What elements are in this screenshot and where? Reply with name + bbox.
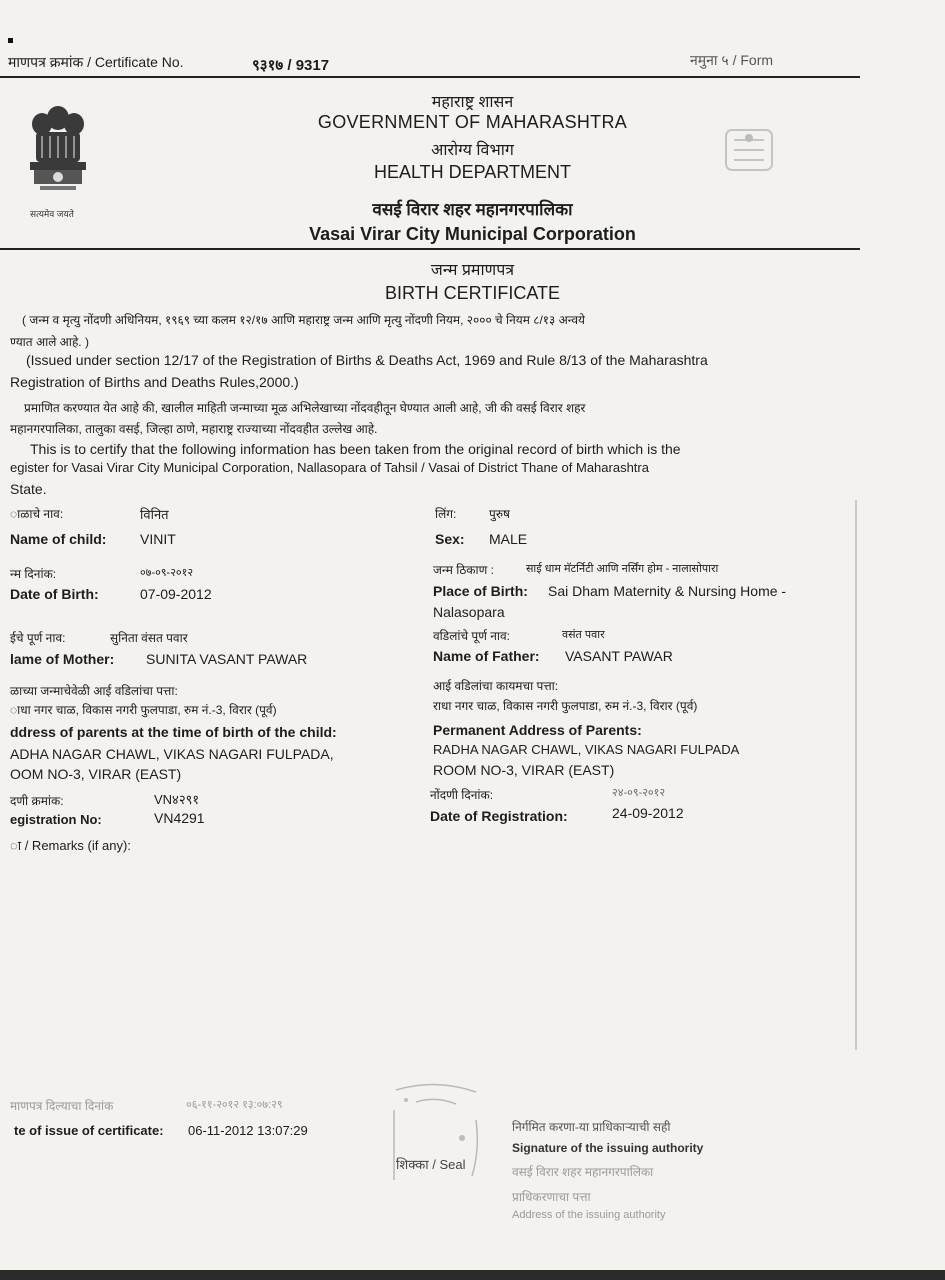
authority-signature-label: Signature of the issuing authority bbox=[512, 1141, 704, 1155]
sex-value: MALE bbox=[489, 531, 528, 547]
father-name-value: VASANT PAWAR bbox=[565, 648, 673, 664]
registration-date-value-marathi: २४-०९-२०१२ bbox=[612, 787, 666, 799]
authority-address-marathi: प्राधिकरणाचा पत्ता bbox=[512, 1190, 591, 1204]
child-name-label-marathi: ाळाचे नाव: bbox=[10, 507, 64, 521]
dob-value: 07-09-2012 bbox=[140, 586, 212, 602]
corporation-english: Vasai Virar City Municipal Corporation bbox=[309, 224, 636, 244]
title-english: BIRTH CERTIFICATE bbox=[384, 283, 561, 303]
certify-english-2: egister for Vasai Virar City Municipal Corporation, Nallasopara of Tahsil / Vasai of District Thane of Maharashtra bbox=[10, 460, 649, 475]
scan-margin-line bbox=[855, 500, 857, 1050]
birth-address-value-2: OOM NO-3, VIRAR (EAST) bbox=[10, 766, 182, 782]
registration-date-label: Date of Registration: bbox=[430, 808, 568, 824]
registration-no-label-marathi: दणी क्रमांक: bbox=[10, 794, 64, 808]
certify-marathi-1: प्रमाणित करण्यात येत आहे की, खालील माहिती जन्माच्या मूळ अभिलेखाच्या नोंदवहीतून घेण्यात आली आहे, जी की वसई विरार शहर bbox=[24, 401, 586, 415]
certify-english-1: This is to certify that the following information has been taken from the original record of birth which is the bbox=[30, 441, 681, 457]
birth-place-value-marathi: साई धाम मॅटर्निटी आणि नर्सिंग होम - नालासोपारा bbox=[526, 563, 719, 575]
certify-marathi-2: महानगरपालिका, तालुका वसई, जिल्हा ठाणे, महाराष्ट्र राज्याच्या नोंदवहीत उल्लेख आहे. bbox=[10, 422, 378, 436]
birth-place-value-2: Nalasopara bbox=[433, 604, 505, 620]
dob-value-marathi: ०७-०९-२०१२ bbox=[140, 567, 194, 579]
permanent-address-label-marathi: आई वडिलांचा कायमचा पत्ता: bbox=[433, 679, 559, 693]
form-label: नमुना ५ / Form bbox=[690, 52, 774, 68]
state-name-english: GOVERNMENT OF MAHARASHTRA bbox=[317, 112, 628, 132]
issue-date-value-marathi: ०६-११-२०१२ १३:०७:२९ bbox=[186, 1099, 283, 1111]
certify-english-3: State. bbox=[10, 481, 47, 497]
mother-name-label: lame of Mother: bbox=[10, 651, 115, 667]
birth-address-label: ddress of parents at the time of birth of the child: bbox=[10, 724, 337, 740]
state-name-marathi: महाराष्ट्र शासन bbox=[431, 94, 514, 111]
issued-under-marathi-1: ( जन्म व मृत्यु नोंदणी अधिनियम, १९६९ च्या कलम १२/१७ आणि महाराष्ट्र जन्म आणि मृत्यु नोंदणी नियम, २००० चे नियम ८/१३ अन्वये bbox=[22, 313, 585, 327]
birth-address-value-marathi: ाधा नगर चाळ, विकास नगरी फुलपाडा, रुम नं.-3, विरार (पूर्व) bbox=[10, 703, 277, 717]
registration-no-value: VN4291 bbox=[154, 810, 205, 826]
permanent-address-label: Permanent Address of Parents: bbox=[433, 722, 642, 738]
issued-under-english-2: Registration of Births and Deaths Rules,2000.) bbox=[10, 374, 299, 390]
certificate-number-label: माणपत्र क्रमांक / Certificate No. bbox=[8, 54, 184, 70]
child-name-label: Name of child: bbox=[10, 531, 107, 547]
certificate-number-value: ९३१७ / 9317 bbox=[252, 57, 330, 74]
remarks-label: ा / Remarks (if any): bbox=[10, 838, 131, 853]
sex-label-marathi: लिंग: bbox=[435, 507, 457, 521]
father-label-marathi: वडिलांचे पूर्ण नाव: bbox=[433, 629, 510, 643]
child-name-value-marathi: विनित bbox=[140, 507, 169, 522]
permanent-address-value-2: ROOM NO-3, VIRAR (EAST) bbox=[433, 762, 615, 778]
authority-organization-marathi: वसई विरार शहर महानगरपालिका bbox=[512, 1165, 654, 1179]
birth-place-label: Place of Birth: bbox=[433, 583, 528, 599]
birth-place-value-1: Sai Dham Maternity & Nursing Home - bbox=[548, 583, 787, 599]
emblem-caption: सत्यमेव जयते bbox=[30, 209, 74, 219]
issue-date-label-marathi: माणपत्र दिल्याचा दिनांक bbox=[10, 1099, 114, 1113]
bottom-scan-edge bbox=[0, 1270, 945, 1280]
title-marathi: जन्म प्रमाणपत्र bbox=[430, 262, 515, 279]
birth-address-label-marathi: ळाच्या जन्माचेवेळी आई वडिलांचा पत्ता: bbox=[10, 684, 178, 698]
header-rule bbox=[0, 76, 860, 78]
corporation-marathi: वसई विरार शहर महानगरपालिका bbox=[372, 200, 573, 219]
authority-signature-marathi: निर्गमित करणा-या प्राधिकाऱ्याची सही bbox=[512, 1120, 671, 1134]
department-english: HEALTH DEPARTMENT bbox=[373, 162, 572, 182]
mother-value-marathi: सुनिता वंसत पवार bbox=[110, 631, 188, 645]
department-marathi: आरोग्य विभाग bbox=[431, 142, 514, 159]
father-value-marathi: वसंत पवार bbox=[562, 629, 605, 641]
sex-value-marathi: पुरुष bbox=[489, 507, 510, 521]
official-seal-stamp-icon bbox=[376, 1080, 496, 1190]
issued-under-marathi-2: ण्यात आले आहे. ) bbox=[10, 335, 89, 349]
registration-no-label: egistration No: bbox=[10, 812, 102, 827]
heading-rule bbox=[0, 248, 860, 250]
father-name-label: Name of Father: bbox=[433, 648, 540, 664]
mother-name-value: SUNITA VASANT PAWAR bbox=[146, 651, 308, 667]
registration-date-value: 24-09-2012 bbox=[612, 805, 684, 821]
left-tick bbox=[8, 38, 13, 43]
birth-place-label-marathi: जन्म ठिकाण : bbox=[433, 563, 494, 577]
seal-label: शिक्का / Seal bbox=[396, 1157, 466, 1172]
permanent-address-value-1: RADHA NAGAR CHAWL, VIKAS NAGARI FULPADA bbox=[433, 742, 740, 757]
authority-address-label: Address of the issuing authority bbox=[512, 1209, 666, 1221]
mother-label-marathi: ईचे पूर्ण नाव: bbox=[10, 631, 66, 645]
registration-date-label-marathi: नोंदणी दिनांक: bbox=[430, 788, 494, 802]
birth-address-value-1: ADHA NAGAR CHAWL, VIKAS NAGARI FULPADA, bbox=[10, 746, 334, 762]
dob-label: Date of Birth: bbox=[10, 586, 99, 602]
issue-date-value: 06-11-2012 13:07:29 bbox=[188, 1123, 308, 1138]
issue-date-label: te of issue of certificate: bbox=[14, 1123, 164, 1138]
child-name-value: VINIT bbox=[140, 531, 176, 547]
registration-no-value-marathi: VN४२९१ bbox=[154, 792, 200, 807]
dob-label-marathi: न्म दिनांक: bbox=[10, 567, 57, 581]
permanent-address-value-marathi: राधा नगर चाळ, विकास नगरी फुलपाडा, रुम नं.-3, विरार (पूर्व) bbox=[433, 699, 698, 713]
issued-under-english-1: (Issued under section 12/17 of the Registration of Births & Deaths Act, 1969 and Rule 8/13 of the Maharashtra bbox=[26, 352, 708, 368]
sex-label: Sex: bbox=[435, 531, 465, 547]
